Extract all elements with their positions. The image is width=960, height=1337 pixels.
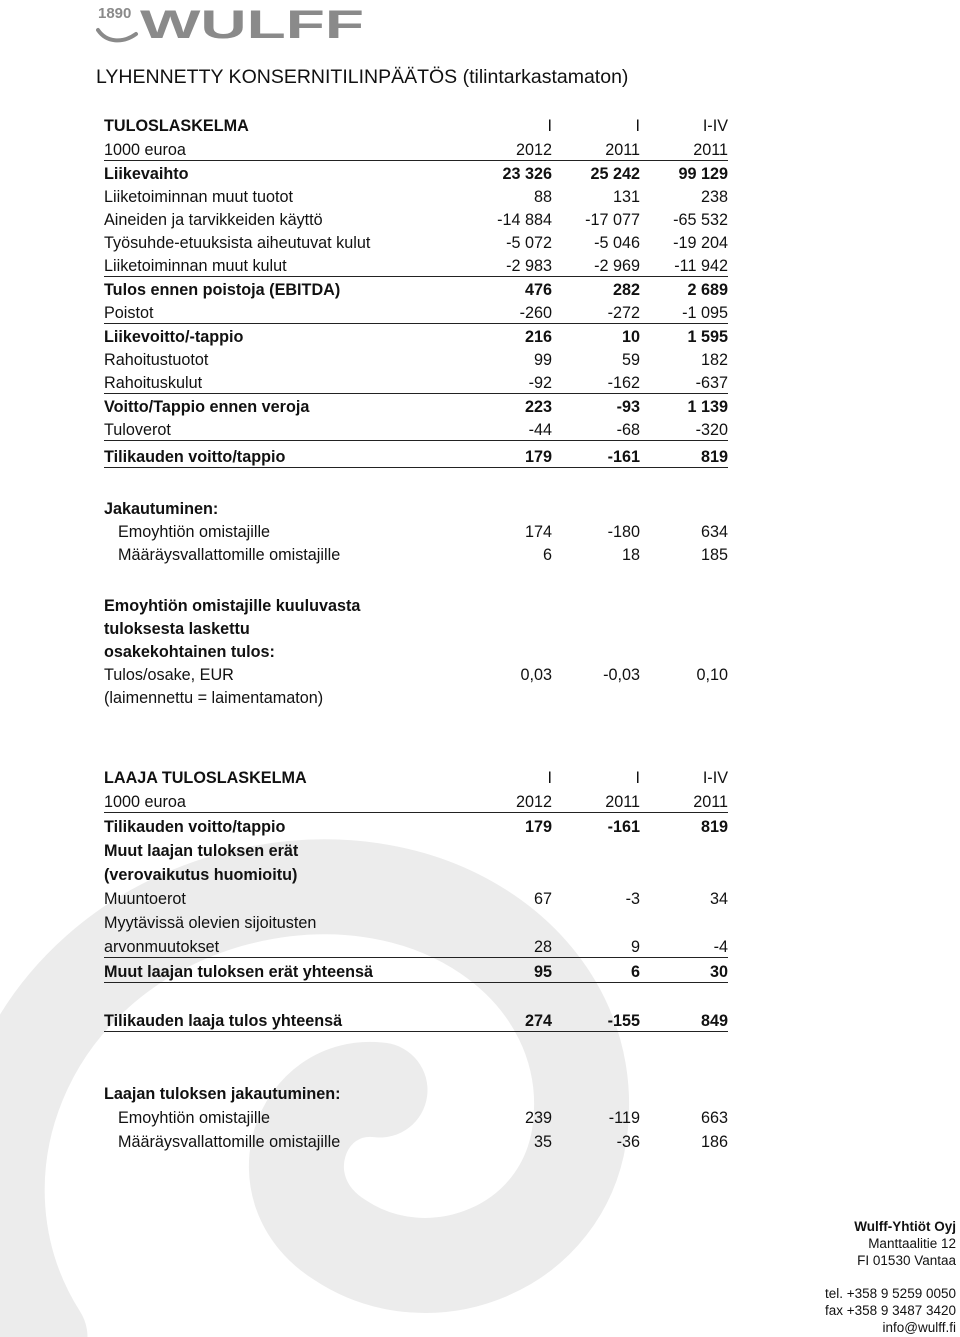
row-value: 174 (524, 523, 552, 541)
year-header: 2012 (464, 788, 552, 813)
row-label: Emoyhtiön omistajille (118, 523, 271, 541)
row-label: arvonmuutokset (104, 933, 464, 958)
row-value: -11 942 (640, 253, 728, 277)
row-value: 131 (612, 188, 640, 206)
row-value: 216 (524, 328, 552, 346)
row-value: -44 (464, 417, 552, 441)
row-value: 99 129 (678, 165, 728, 183)
row-value: 95 (464, 958, 552, 983)
row-label: Tulos ennen poistoja (EBITDA) (104, 281, 341, 299)
table-row (104, 161, 728, 185)
row-value: -161 (607, 818, 640, 836)
row-value: 59 (621, 351, 640, 369)
period-header: I (635, 117, 640, 135)
row-label: Työsuhde-etuuksista aiheutuvat kulut (104, 234, 371, 252)
eps-note: (laimennettu = laimentamaton) (104, 689, 324, 707)
row-value: 185 (700, 546, 728, 564)
company-contact (825, 1218, 956, 1336)
table-subheader-row (104, 788, 728, 813)
distribution-heading: Jakautuminen: (104, 500, 219, 518)
row-value: -5 046 (594, 234, 640, 252)
row-value: 819 (640, 441, 728, 468)
row-value: -65 532 (673, 211, 728, 229)
eps-heading-line: Emoyhtiön omistajille kuuluvasta (104, 597, 361, 615)
row-value: -5 072 (506, 234, 552, 252)
row-value: -36 (616, 1133, 640, 1151)
eps-label: Tulos/osake, EUR (104, 666, 234, 684)
table-row (104, 662, 728, 685)
year-header: 2011 (640, 788, 728, 813)
table-row (104, 885, 728, 909)
row-value: -93 (616, 398, 640, 416)
row-value: 67 (533, 890, 552, 908)
table-row (104, 1128, 728, 1152)
row-value: 6 (542, 546, 552, 564)
row-value: 28 (464, 933, 552, 958)
period-header: I-IV (702, 117, 728, 135)
row-value: -2 983 (464, 253, 552, 277)
row-value: 6 (552, 958, 640, 983)
row-label: Rahoituskulut (104, 370, 464, 394)
row-value: -272 (552, 300, 640, 324)
row-label: Aineiden ja tarvikkeiden käyttö (104, 211, 323, 229)
row-value: 179 (524, 818, 552, 836)
row-value: -637 (640, 370, 728, 394)
row-value: 182 (700, 351, 728, 369)
row-value: -320 (640, 417, 728, 441)
oci-heading-line: Muut laajan tuloksen erät (104, 842, 299, 860)
row-label: Rahoitustuotot (104, 351, 209, 369)
year-header: 2011 (552, 136, 640, 161)
table-row (104, 441, 728, 468)
logo-brand: WULFF (140, 3, 364, 47)
table-row (104, 300, 728, 324)
row-label: Tilikauden laaja tulos yhteensä (104, 1007, 464, 1032)
period-header: I (547, 769, 552, 787)
period-header: I-IV (702, 769, 728, 787)
row-value: -180 (607, 523, 640, 541)
row-value: 186 (700, 1133, 728, 1151)
row-value: 634 (700, 523, 728, 541)
comprehensive-income-table (104, 764, 728, 1152)
section-heading-row (104, 861, 728, 885)
period-header: I (635, 769, 640, 787)
table-row (104, 277, 728, 301)
row-label: Tuloverot (104, 417, 464, 441)
row-label: Voitto/Tappio ennen veroja (104, 398, 310, 416)
company-fax: fax +358 9 3487 3420 (825, 1303, 956, 1318)
table-title: TULOSLASKELMA (104, 117, 249, 135)
table-row (104, 394, 728, 418)
section-heading-row (104, 837, 728, 861)
section-heading-row (104, 616, 728, 639)
row-value: 30 (640, 958, 728, 983)
table-row (104, 324, 728, 348)
eps-value: -0,03 (603, 666, 640, 684)
table-row (104, 909, 728, 933)
row-value: -3 (625, 890, 640, 908)
row-value: -2 969 (552, 253, 640, 277)
row-value: 238 (700, 188, 728, 206)
company-logo (96, 2, 366, 48)
row-value: 274 (464, 1007, 552, 1032)
row-value: 9 (552, 933, 640, 958)
table-row (104, 230, 728, 253)
logo-year: 1890 (98, 5, 132, 22)
section-heading-row (104, 593, 728, 616)
table-subheader-row (104, 136, 728, 161)
row-value: 1 595 (687, 328, 728, 346)
row-label: Määräysvallattomille omistajille (118, 546, 341, 564)
eps-value: 0,10 (696, 666, 728, 684)
table-row (104, 933, 728, 958)
eps-heading-line: tuloksesta laskettu (104, 620, 250, 638)
table-row (104, 370, 728, 394)
row-value: -162 (552, 370, 640, 394)
company-email[interactable]: info@wulff.fi (882, 1320, 956, 1335)
row-value: -68 (552, 417, 640, 441)
eps-value: 0,03 (520, 666, 552, 684)
company-name: Wulff-Yhtiöt Oyj (854, 1219, 956, 1234)
table-row (104, 958, 728, 983)
row-value: 25 242 (590, 165, 640, 183)
row-value: -17 077 (585, 211, 640, 229)
row-value: 223 (524, 398, 552, 416)
row-label: Liiketoiminnan muut kulut (104, 253, 464, 277)
row-label: Tilikauden voitto/tappio (104, 818, 286, 836)
oci-heading-line: (verovaikutus huomioitu) (104, 866, 298, 884)
row-label: Muuntoerot (104, 890, 186, 908)
company-phone: tel. +358 9 5259 0050 (825, 1286, 956, 1301)
table-row (104, 542, 728, 565)
year-header: 2011 (552, 788, 640, 813)
table-header-row (104, 764, 728, 788)
table-row (104, 1007, 728, 1032)
company-postal: FI 01530 Vantaa (857, 1253, 956, 1268)
row-value: 34 (709, 890, 728, 908)
company-street: Manttaalitie 12 (868, 1236, 956, 1251)
row-label: Myytävissä olevien sijoitusten (104, 914, 317, 932)
unit-label: 1000 euroa (104, 788, 464, 813)
row-label: Tilikauden voitto/tappio (104, 441, 464, 468)
row-value: -161 (552, 441, 640, 468)
row-label: Muut laajan tuloksen erät yhteensä (104, 958, 464, 983)
table-row (104, 1104, 728, 1128)
row-value: -92 (464, 370, 552, 394)
table-header-row (104, 114, 728, 136)
unit-label: 1000 euroa (104, 136, 464, 161)
row-value: 18 (621, 546, 640, 564)
row-value: 23 326 (502, 165, 552, 183)
row-label: Poistot (104, 300, 464, 324)
row-value: 282 (612, 281, 640, 299)
row-label: Liikevaihto (104, 165, 189, 183)
row-value: -19 204 (673, 234, 728, 252)
row-value: -260 (464, 300, 552, 324)
row-value: 179 (464, 441, 552, 468)
year-header: 2012 (464, 136, 552, 161)
section-heading-row (104, 639, 728, 662)
row-value: 88 (533, 188, 552, 206)
period-header: I (547, 117, 552, 135)
row-value: 99 (533, 351, 552, 369)
eps-heading-line: osakekohtainen tulos: (104, 643, 275, 661)
section-heading-row (104, 1080, 728, 1104)
row-value: 10 (621, 328, 640, 346)
logo-swash (98, 30, 136, 40)
section-heading-row (104, 496, 728, 519)
row-value: 239 (524, 1109, 552, 1127)
row-value: -155 (552, 1007, 640, 1032)
table-row (104, 417, 728, 441)
row-label: Määräysvallattomille omistajille (118, 1133, 341, 1151)
table-row (104, 519, 728, 542)
row-value: 35 (533, 1133, 552, 1151)
row-value: -1 095 (640, 300, 728, 324)
income-statement-table (104, 114, 728, 708)
distribution-heading: Laajan tuloksen jakautuminen: (104, 1085, 341, 1103)
table-row (104, 207, 728, 230)
row-value: 663 (700, 1109, 728, 1127)
table-row (104, 184, 728, 207)
row-value: 2 689 (687, 281, 728, 299)
row-value: 849 (640, 1007, 728, 1032)
row-label: Liikevoitto/-tappio (104, 328, 244, 346)
year-header: 2011 (640, 136, 728, 161)
row-value: 1 139 (687, 398, 728, 416)
table-title: LAAJA TULOSLASKELMA (104, 769, 307, 787)
row-value: 819 (700, 818, 728, 836)
row-label: Liiketoiminnan muut tuotot (104, 188, 293, 206)
row-value: 476 (524, 281, 552, 299)
row-value: -119 (608, 1109, 640, 1127)
table-row (104, 253, 728, 277)
row-label: Emoyhtiön omistajille (118, 1109, 271, 1127)
document-title: LYHENNETTY KONSERNITILINPÄÄTÖS (tilintarkastamaton) (96, 66, 629, 88)
table-row (104, 685, 728, 708)
row-value: -4 (640, 933, 728, 958)
row-value: -14 884 (497, 211, 552, 229)
table-row (104, 813, 728, 838)
table-row (104, 347, 728, 370)
